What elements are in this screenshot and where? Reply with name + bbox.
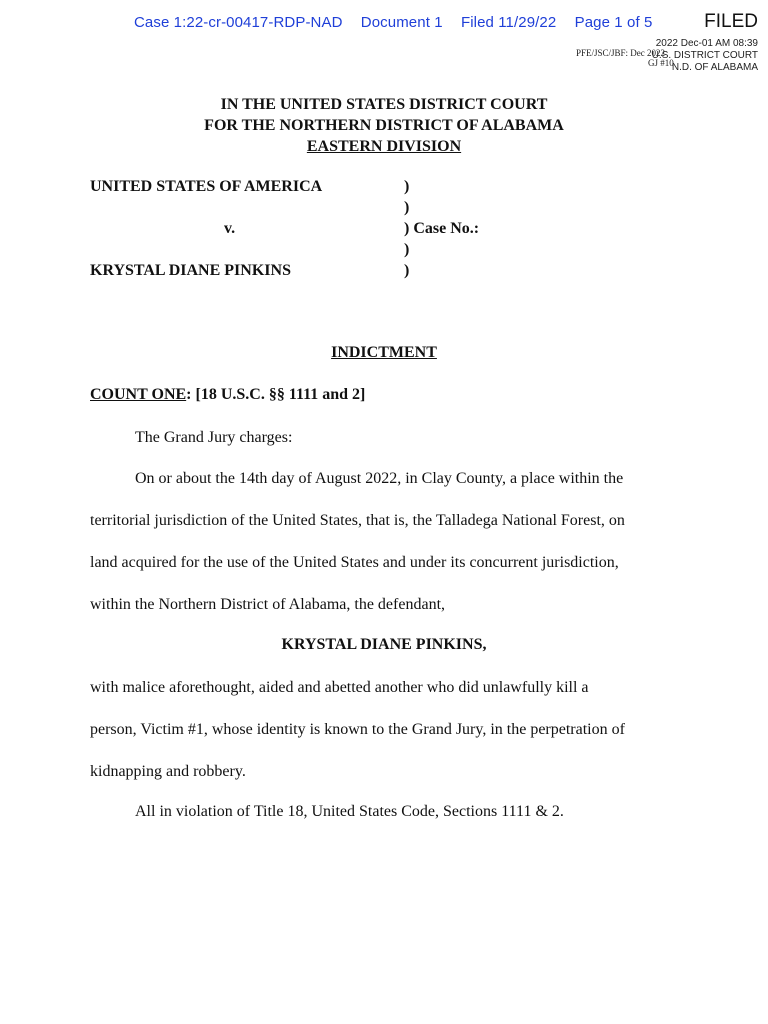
count-heading [90, 386, 365, 404]
filed-stamp-datetime: 2022 Dec-01 AM 08:39 [655, 38, 758, 49]
court-heading-line2: FOR THE NORTHERN DISTRICT OF ALABAMA [204, 117, 564, 134]
court-heading [0, 94, 768, 157]
filing-header [134, 14, 666, 31]
page-indicator: Page 1 of 5 [574, 14, 653, 31]
filed-date: Filed 11/29/22 [460, 14, 557, 31]
caption-paren: ) [404, 199, 410, 216]
court-division: EASTERN DIVISION [306, 138, 462, 155]
filed-stamp-court: U.S. DISTRICT COURT [651, 50, 758, 61]
grand-jury-charges: The Grand Jury charges: [135, 429, 293, 446]
document-title: INDICTMENT [331, 344, 437, 361]
paragraph-line: land acquired for the use of the United States and under its concurrent jurisdiction, [90, 554, 619, 571]
paragraph-line: territorial jurisdiction of the United States, that is, the Talladega National Forest, on [90, 512, 625, 529]
paragraph-line: person, Victim #1, whose identity is known to the Grand Jury, in the perpetration of [90, 721, 625, 738]
caption-defendant: KRYSTAL DIANE PINKINS [90, 262, 291, 279]
paragraph-line: On or about the 14th day of August 2022, in Clay County, a place within the [135, 470, 624, 487]
document-number: Document 1 [360, 14, 443, 31]
caption-plaintiff: UNITED STATES OF AMERICA [90, 178, 323, 195]
caption-versus: v. [224, 220, 236, 237]
paragraph-line: kidnapping and robbery. [90, 763, 246, 780]
count-citation: : [18 U.S.C. §§ 1111 and 2] [186, 386, 366, 403]
caption-paren: ) [404, 241, 410, 258]
violation-statement: All in violation of Title 18, United States Code, Sections 1111 & 2. [135, 803, 564, 820]
caption-paren: ) [404, 178, 410, 195]
prosecutor-initials: PFE/JSC/JBF: Dec 2022 [576, 48, 666, 58]
paragraph-line: with malice aforethought, aided and abetted another who did unlawfully kill a [90, 679, 589, 696]
defendant-name: KRYSTAL DIANE PINKINS, [281, 636, 487, 653]
caption-paren: ) [404, 262, 410, 279]
court-heading-line1: IN THE UNITED STATES DISTRICT COURT [220, 96, 548, 113]
caption-case-no: ) Case No.: [404, 220, 480, 237]
filed-stamp-district: N.D. OF ALABAMA [671, 62, 758, 73]
filed-stamp-label: FILED [704, 11, 758, 32]
case-number: Case 1:22-cr-00417-RDP-NAD [134, 14, 343, 31]
paragraph-line: within the Northern District of Alabama, the defendant, [90, 596, 446, 613]
count-label: COUNT ONE [90, 386, 187, 403]
grand-jury-number: GJ #10 [648, 58, 674, 68]
